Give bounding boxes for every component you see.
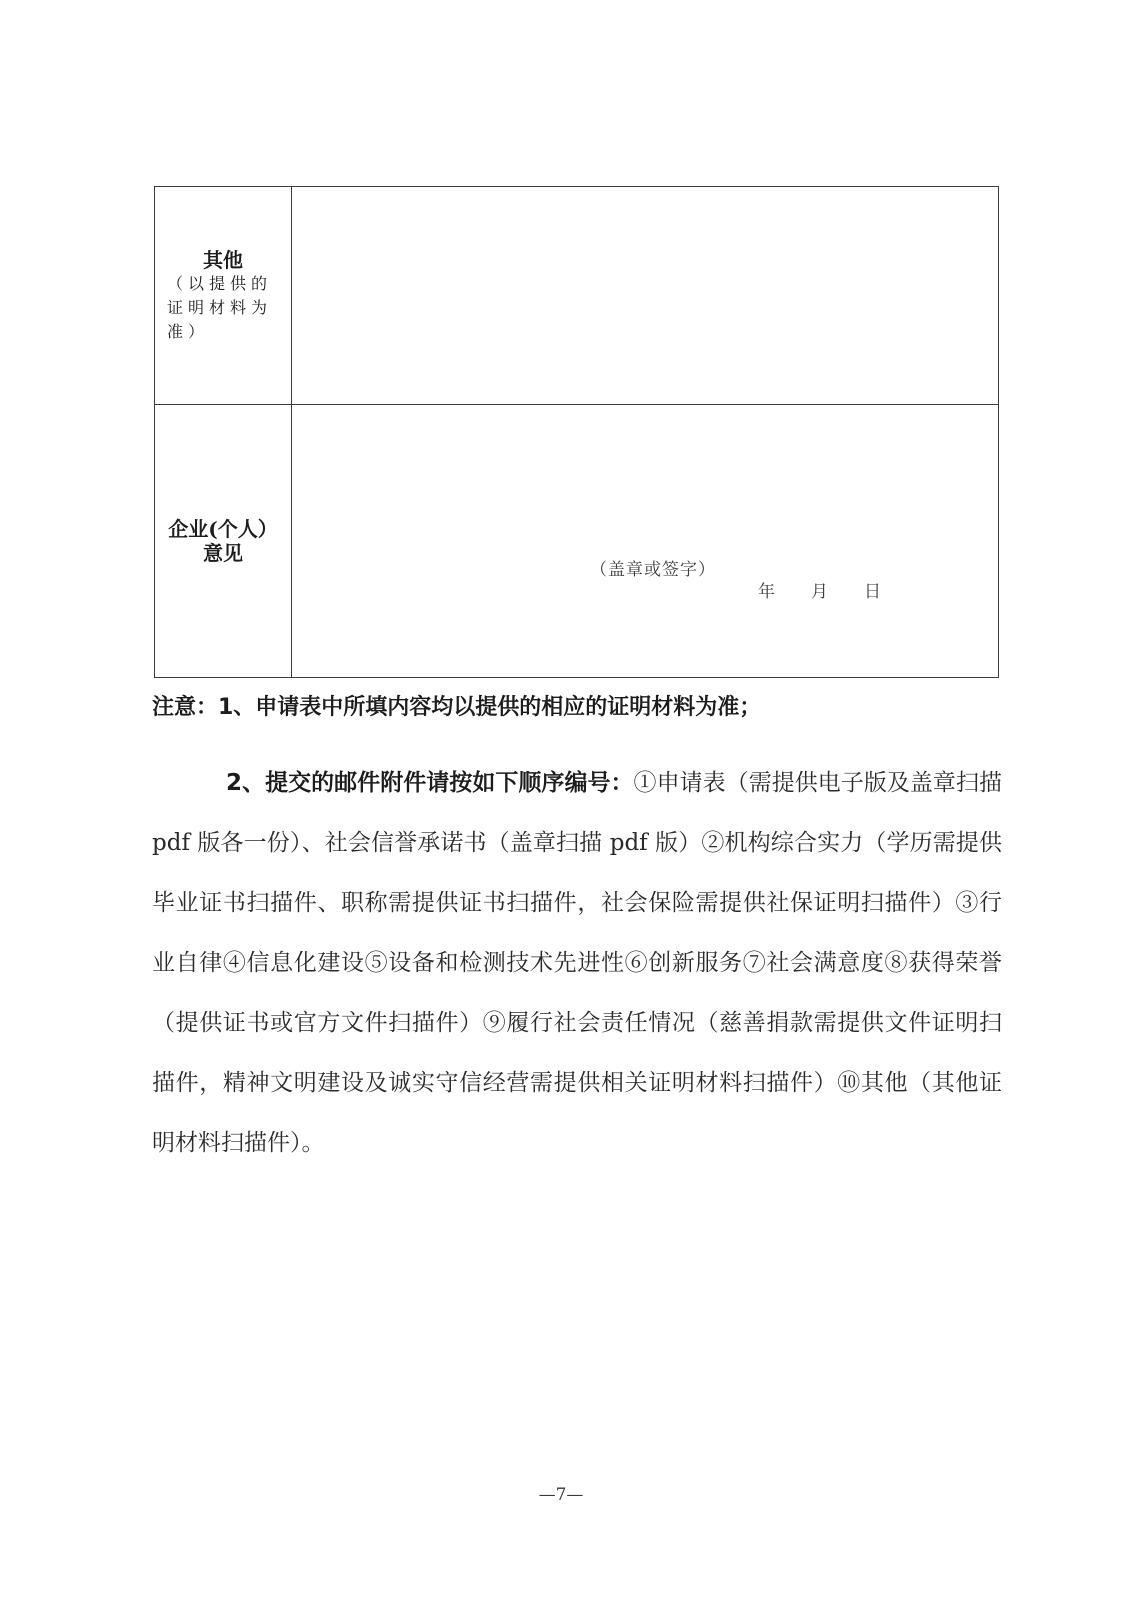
note-1: 注意：1、申请表中所填内容均以提供的相应的证明材料为准； <box>152 695 762 720</box>
table-row-opinion <box>155 405 999 678</box>
other-content-cell[interactable] <box>292 187 999 405</box>
date-line <box>758 577 881 602</box>
note-2-body: ①申请表（需提供电子版及盖章扫描 pdf 版各一份）、社会信誉承诺书（盖章扫描 pdf 版）②机构综合实力（学历需提供毕业证书扫描件、职称需提供证书扫描件，社会保险需提供社保证明扫描件）③行业自律④信息化建设⑤设备和检测技术先进性⑥创新服务⑦社会满意度⑧获得荣誉（提供证书或官方文件扫描件）⑨履行社会责任情况（慈善捐款需提供文件证明扫描件，精神文明建设及诚实守信经营需提供相关证明材料扫描件）⑩其他（其他证明材料扫描件）。 <box>152 770 1002 1156</box>
table-row-other <box>155 187 999 405</box>
date-day-label: 日 <box>864 582 881 603</box>
stamp-or-signature-note: （盖章或签字） <box>590 560 716 581</box>
date-month-label: 月 <box>811 582 828 603</box>
opinion-label-cell <box>155 405 292 678</box>
note-2 <box>152 753 1002 1173</box>
other-label-note: （以提供的证明材料为准） <box>167 273 273 341</box>
application-form-table <box>154 186 999 678</box>
opinion-label-title: 企业(个人）意见 <box>168 517 278 566</box>
notes-section <box>152 693 1002 1173</box>
other-label-cell <box>155 187 292 405</box>
opinion-content-cell[interactable] <box>292 405 999 678</box>
date-year-label: 年 <box>758 582 775 603</box>
note-2-lead: 2、提交的邮件附件请按如下顺序编号： <box>226 770 634 796</box>
page-number: —7— <box>538 1485 584 1505</box>
other-label-title: 其他 <box>203 247 243 272</box>
